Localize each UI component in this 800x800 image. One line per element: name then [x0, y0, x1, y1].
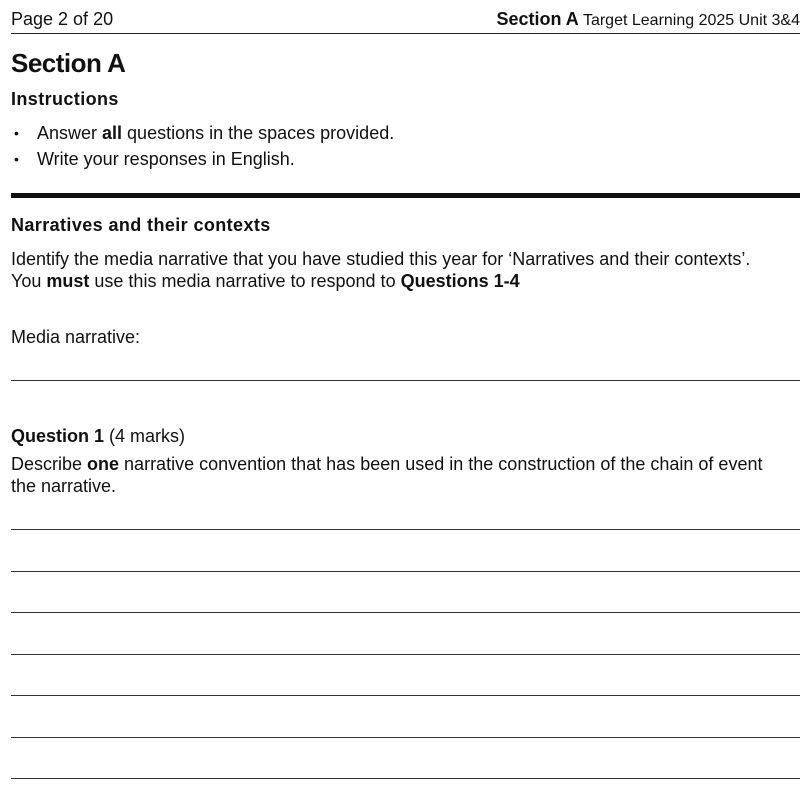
instruction-text: Answer [37, 123, 103, 143]
header-section-label: Section A [496, 9, 579, 29]
exam-title-text: Target Learning 2025 Unit 3&4 [582, 12, 800, 29]
section-divider [11, 193, 800, 198]
answer-line[interactable] [11, 571, 800, 572]
narratives-instruction-line1: Identify the media narrative that you have studied this year for ‘Narratives and their contexts’. [11, 249, 751, 269]
question-1-label: Question 1 [11, 426, 105, 446]
question-1-marks: (4 marks) [104, 426, 186, 446]
answer-line[interactable] [11, 529, 800, 530]
answer-line[interactable] [11, 695, 800, 696]
answer-line[interactable] [11, 737, 800, 738]
media-narrative-answer-line[interactable] [11, 380, 800, 381]
instructions-heading: Instructions [11, 89, 119, 109]
para2-emphasis-must: must [46, 271, 90, 291]
instruction-item [11, 120, 394, 146]
answer-line[interactable] [11, 612, 800, 613]
bullet-icon: • [14, 125, 19, 141]
instruction-emphasis: all [102, 123, 123, 143]
narratives-heading: Narratives and their contexts [11, 215, 271, 235]
media-narrative-label: Media narrative: [11, 327, 141, 347]
instruction-item [11, 146, 394, 172]
para2-text-b: use this media narrative to respond to [89, 271, 401, 291]
narratives-instruction-line2 [11, 270, 520, 292]
question-1-description-line1 [11, 453, 762, 475]
header-exam-title [583, 12, 800, 29]
para2-emphasis-questions: Questions 1-4 [400, 271, 520, 291]
page-header [11, 8, 800, 34]
instruction-text-end: questions in the spaces provided. [122, 123, 395, 143]
instructions-list [11, 120, 394, 172]
page-number: Page 2 of 20 [11, 9, 114, 29]
q1-desc-emphasis: one [87, 454, 120, 474]
header-title [496, 8, 800, 32]
q1-desc-text-a: Describe [11, 454, 88, 474]
question-1-title [11, 425, 185, 447]
para2-text-a: You [11, 271, 47, 291]
answer-line[interactable] [11, 778, 800, 779]
bullet-icon: • [14, 151, 19, 167]
q1-desc-text-b: narrative convention that has been used in the construction of the chain of event [119, 454, 763, 474]
section-title: Section A [11, 48, 126, 78]
answer-line[interactable] [11, 654, 800, 655]
instruction-text: Write your responses in English. [37, 149, 295, 169]
question-1-description-line2: the narrative. [11, 476, 117, 496]
